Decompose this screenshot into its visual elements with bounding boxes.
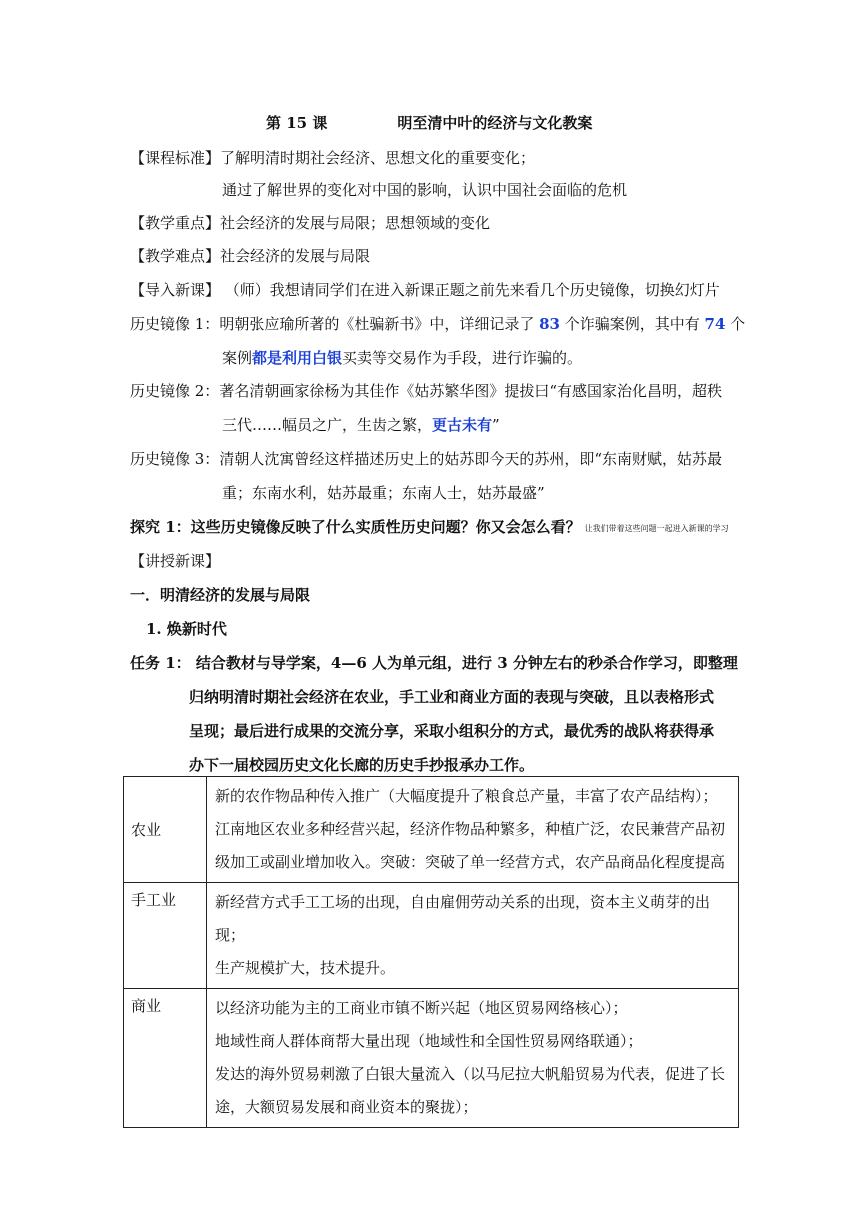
mirror1-text-c: 个 bbox=[725, 315, 746, 333]
table-row-commerce bbox=[124, 989, 739, 1128]
mirror1-text-b: 个诈骗案例，其中有 bbox=[559, 315, 705, 333]
table-line: 发达的海外贸易刺激了白银大量流入（以马尼拉大帆船贸易为代表，促进了长 bbox=[215, 1065, 726, 1083]
table-line: 级加工或副业增加收入。突破：突破了单一经营方式，农产品商品化程度提高 bbox=[215, 853, 726, 871]
table-category-cell: 商业 bbox=[124, 989, 207, 1128]
table-line: 江南地区农业多种经营兴起，经济作物品种繁多，种植广泛，农民兼营产品初 bbox=[215, 820, 726, 838]
mirror3-line2: 重；东南水利，姑苏最重；东南人士，姑苏最盛” bbox=[222, 484, 545, 502]
explore-question bbox=[130, 517, 729, 540]
mirror2-highlight: 更古未有 bbox=[432, 416, 493, 434]
table-content-cell bbox=[207, 989, 739, 1128]
course-standard-label: 【课程标准】 bbox=[130, 149, 221, 167]
mirror1-line1 bbox=[130, 314, 745, 334]
difficulty bbox=[130, 246, 370, 266]
task1-line3: 呈现；最后进行成果的交流分享，采取小组积分的方式，最优秀的战队将获得承 bbox=[189, 722, 715, 740]
mirror1-text-a: 明朝张应瑜所著的《杜骗新书》中，详细记录了 bbox=[219, 315, 540, 333]
key-point-label: 【教学重点】 bbox=[130, 214, 221, 232]
lesson-name: 明至清中叶的经济与文化教案 bbox=[397, 114, 593, 132]
task1-label: 任务 1： bbox=[130, 654, 191, 672]
course-standard bbox=[130, 148, 535, 168]
explore-note: 让我们带着这些问题一起进入新课的学习 bbox=[584, 524, 729, 533]
table-line: 途，大额贸易发展和商业资本的聚拢）； bbox=[215, 1098, 478, 1116]
task1-line4: 办下一届校园历史文化长廊的历史手抄报承办工作。 bbox=[189, 756, 535, 774]
economy-table bbox=[123, 776, 739, 1128]
mirror2-line2 bbox=[222, 415, 500, 435]
mirror3-label: 历史镜像 3： bbox=[130, 450, 220, 468]
task1-line1 bbox=[130, 653, 738, 673]
intro-text: （师）我想请同学们在进入新课正题之前先来看几个历史镜像，切换幻灯片 bbox=[220, 281, 720, 299]
mirror2-text-a: 著名清朝画家徐杨为其佳作《姑苏繁华图》提拔曰“有感国家治化昌明，超秩 bbox=[219, 382, 722, 400]
mirror3-text-a: 清朝人沈寓曾经这样描述历史上的姑苏即今天的苏州，即“东南财赋，姑苏最 bbox=[219, 450, 722, 468]
mirror1-label: 历史镜像 1： bbox=[130, 315, 220, 333]
mirror1-text-d: 案例 bbox=[222, 349, 253, 367]
table-category-cell: 农业 bbox=[124, 777, 207, 883]
explore-text: 探究 1：这些历史镜像反映了什么实质性历史问题？你又会怎么看？ bbox=[130, 518, 581, 536]
lesson-number: 第 15 课 bbox=[266, 114, 328, 132]
table-line: 新的农作物品种传入推广（大幅度提升了粮食总产量，丰富了农产品结构）； bbox=[215, 787, 718, 805]
difficulty-text: 社会经济的发展与局限 bbox=[220, 247, 371, 265]
table-line: 新经营方式手工工场的出现，自由雇佣劳动关系的出现，资本主义萌芽的出现； bbox=[215, 893, 711, 944]
mirror1-text-f: 买卖等交易作为手段，进行诈骗的。 bbox=[342, 349, 583, 367]
intro-label: 【导入新课】 bbox=[130, 281, 221, 299]
key-point bbox=[130, 213, 490, 233]
mirror2-line1 bbox=[130, 381, 722, 401]
course-standard-line2: 通过了解世界的变化对中国的影响，认识中国社会面临的危机 bbox=[222, 181, 628, 199]
page-title bbox=[266, 113, 592, 133]
table-line: 地域性商人群体商帮大量出现（地域性和全国性贸易网络联通）； bbox=[215, 1032, 643, 1050]
task1-line2: 归纳明清时期社会经济在农业，手工业和商业方面的表现与突破，且以表格形式 bbox=[189, 688, 715, 706]
difficulty-label: 【教学难点】 bbox=[130, 247, 221, 265]
course-standard-line1: 了解明清时期社会经济、思想文化的重要变化； bbox=[220, 149, 536, 167]
table-line: 生产规模扩大，技术提升。 bbox=[215, 959, 396, 977]
table-row-agriculture bbox=[124, 777, 739, 883]
mirror2-text-b: 三代……幅员之广，生齿之繁， bbox=[222, 416, 433, 434]
subsection-heading: 1. 焕新时代 bbox=[146, 620, 227, 638]
task1-text-1: 结合教材与导学案，4—6 人为单元组，进行 3 分钟左右的秒杀合作学习，即整理 bbox=[190, 654, 738, 672]
mirror2-text-d: ” bbox=[492, 416, 500, 434]
table-row-handicraft bbox=[124, 883, 739, 989]
lecture-label: 【讲授新课】 bbox=[130, 552, 221, 570]
table-content-cell bbox=[207, 777, 739, 883]
table-category-cell: 手工业 bbox=[124, 883, 207, 989]
section-heading: 一．明清经济的发展与局限 bbox=[130, 586, 311, 604]
mirror3-line1 bbox=[130, 449, 722, 469]
table-content-cell bbox=[207, 883, 739, 989]
key-point-text: 社会经济的发展与局限；思想领域的变化 bbox=[220, 214, 491, 232]
mirror1-highlight: 都是利用白银 bbox=[252, 349, 343, 367]
mirror1-number-74: 74 bbox=[704, 315, 726, 333]
table-line: 以经济功能为主的工商业市镇不断兴起（地区贸易网络核心）； bbox=[215, 999, 628, 1017]
intro bbox=[130, 280, 720, 300]
mirror1-number-83: 83 bbox=[539, 315, 560, 333]
mirror2-label: 历史镜像 2： bbox=[130, 382, 220, 400]
mirror1-line2 bbox=[222, 348, 582, 368]
